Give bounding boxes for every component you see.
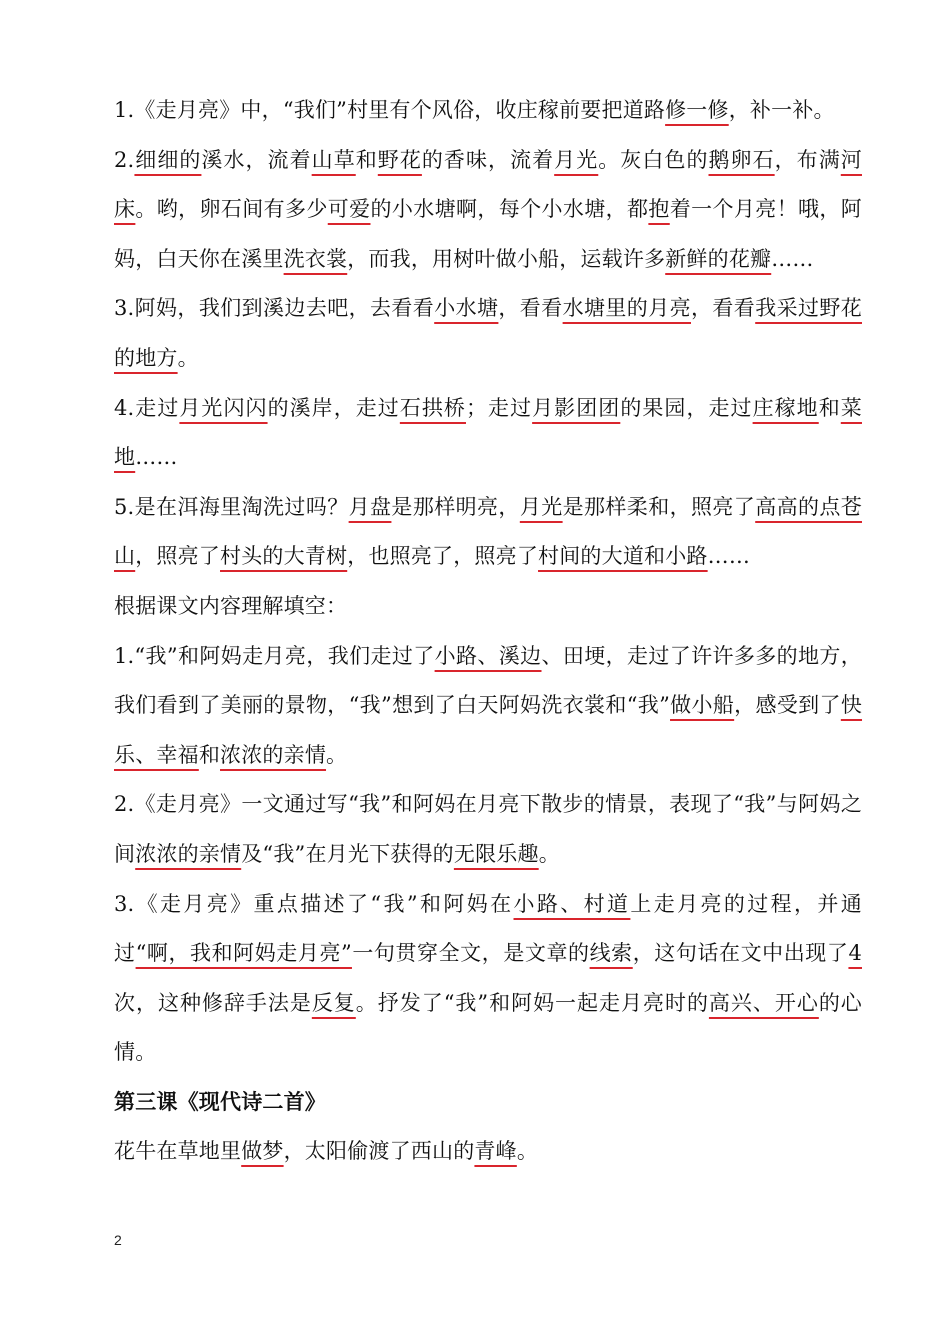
underlined-answer: 小路、村道: [513, 891, 631, 916]
text-run: 花牛在草地里: [114, 1139, 242, 1164]
section-heading: 第三课《现代诗二首》: [114, 1089, 326, 1114]
text-run: ，这句话在文中出现了: [632, 941, 849, 966]
text-run: 。哟，卵石间有多少: [135, 197, 328, 222]
paragraph: [114, 1127, 862, 1177]
text-run: ；走过: [465, 395, 533, 420]
text-run: ，照亮了: [135, 544, 221, 569]
text-run: ，太阳偷渡了西山的: [283, 1139, 475, 1164]
text-run: 4.走过: [114, 395, 180, 420]
paragraph: [114, 780, 862, 879]
text-run: 。抒发了“我”和阿妈一起走月亮时的: [355, 990, 709, 1015]
underlined-answer: 可爱: [327, 197, 371, 222]
underlined-answer: 野花: [377, 147, 422, 172]
underlined-answer: 河床: [114, 147, 862, 222]
text-run: ，而我，用树叶做小船，运载许多: [347, 246, 666, 271]
text-run: 1.《走月亮》中，“我们”村里有个风俗，收庄稼前要把道路: [114, 98, 666, 122]
underlined-answer: 高兴、开心: [708, 990, 819, 1015]
text-run: 是那样柔和，照亮了: [562, 494, 756, 519]
text-run: 一句贯穿全文，是文章的: [351, 941, 590, 966]
underlined-answer: 反复: [311, 990, 356, 1015]
paragraph: [114, 384, 862, 483]
text-run: 3.阿妈，我们到溪边去吧，去看看: [114, 296, 435, 321]
paragraph: [114, 582, 862, 632]
underlined-answer: “啊，我和阿妈走月亮”: [135, 941, 352, 966]
text-run: ……: [135, 445, 178, 470]
underlined-answer: 抱: [648, 197, 670, 222]
text-run: 次，这种修辞手法是: [114, 990, 312, 1015]
underlined-answer: 庄稼地: [752, 395, 819, 420]
underlined-answer: 石拱桥: [399, 395, 466, 420]
text-run: 。: [177, 345, 199, 370]
underlined-answer: 青峰: [474, 1139, 517, 1164]
underlined-answer: 鹅卵石: [708, 147, 775, 172]
text-run: ，也照亮了，照亮了: [347, 544, 539, 569]
text-run: 2.: [114, 147, 135, 172]
underlined-answer: 修一修: [665, 98, 729, 122]
underlined-answer: 做梦: [241, 1139, 284, 1164]
underlined-answer: 菜地: [114, 395, 862, 470]
text-run: 根据课文内容理解填空：: [114, 593, 348, 618]
underlined-answer: 小水塘: [434, 296, 499, 321]
underlined-answer: 做小船: [670, 693, 735, 718]
text-run: 3.《走月亮》重点描述了“我”和阿妈在: [114, 891, 514, 916]
paragraph: [114, 880, 862, 1078]
text-run: ，感受到了: [734, 693, 841, 718]
underlined-answer: 新鲜的花瓣: [665, 246, 772, 271]
text-run: 。: [326, 742, 348, 767]
text-run: 的果园，走过: [620, 395, 753, 420]
text-run: ，看看: [498, 296, 563, 321]
text-run: 、田埂，走过了许许多多的地方，我们看到了美丽的景物，“我”想到了白天阿妈洗衣裳和“我”: [114, 643, 863, 718]
underlined-answer: 村头的大青树: [220, 544, 348, 569]
text-run: 2.《走月亮》一文通过写“我”和阿妈在月亮下散步的情景，表现了“我”与阿妈之间: [114, 792, 862, 866]
underlined-answer: 村间的大道和小路: [538, 544, 708, 569]
text-run: 的心情。: [114, 990, 863, 1065]
paragraph: [114, 284, 862, 383]
underlined-answer: 水塘里的月亮: [562, 296, 691, 321]
text-run: 上走月亮的过程，并通过: [114, 891, 863, 966]
text-run: ……: [771, 246, 814, 271]
underlined-answer: 线索: [589, 941, 633, 966]
paragraph: [114, 632, 862, 781]
text-run: ，补一补。: [728, 98, 835, 122]
document-body: [114, 86, 862, 1177]
underlined-answer: 月盘: [348, 494, 392, 519]
text-run: 和: [355, 147, 378, 172]
paragraph: [114, 1078, 862, 1128]
underlined-answer: 快乐、幸福: [114, 693, 863, 767]
text-run: 。: [516, 1139, 539, 1164]
underlined-answer: 月光: [554, 147, 599, 172]
underlined-answer: 月光闪闪: [179, 395, 268, 420]
text-run: ，布满: [774, 147, 841, 172]
text-run: 和: [818, 395, 841, 420]
underlined-answer: 细细的: [134, 147, 202, 172]
underlined-answer: 4: [848, 941, 862, 966]
text-run: 和: [198, 742, 221, 767]
underlined-answer: 浓浓的亲情: [220, 742, 327, 767]
underlined-answer: 我采过野花的地方: [114, 296, 862, 370]
text-run: 的溪岸，走过: [267, 395, 400, 420]
text-run: 是那样明亮，: [391, 494, 520, 519]
underlined-answer: 洗衣裳: [283, 246, 348, 271]
underlined-answer: 月光: [519, 494, 563, 519]
underlined-answer: 无限乐趣: [453, 841, 539, 866]
text-run: 5.是在洱海里淘洗过吗？: [114, 494, 349, 519]
text-run: 及“我”在月光下获得的: [241, 841, 454, 866]
underlined-answer: 高高的点苍山: [114, 494, 862, 569]
paragraph: [114, 136, 862, 285]
text-run: 溪水，流着: [201, 147, 312, 172]
paragraph: [114, 86, 862, 136]
text-run: ，看看: [691, 296, 756, 321]
paragraph: [114, 483, 862, 582]
underlined-answer: 山草: [311, 147, 356, 172]
text-run: ……: [707, 544, 751, 569]
page-number: 2: [114, 1232, 122, 1248]
text-run: 。: [538, 841, 560, 866]
text-run: 1.“我”和阿妈走月亮，我们走过了: [114, 643, 435, 668]
text-run: 。灰白色的: [598, 147, 709, 172]
text-run: 的香味，流着: [421, 147, 555, 172]
underlined-answer: 月影团团: [532, 395, 621, 420]
underlined-answer: 浓浓的亲情: [135, 841, 242, 866]
text-run: 着一个月亮！哦，阿妈，白天你在溪里: [114, 197, 862, 271]
underlined-answer: 小路、溪边: [434, 643, 542, 668]
text-run: 的小水塘啊，每个小水塘，都: [370, 197, 649, 222]
